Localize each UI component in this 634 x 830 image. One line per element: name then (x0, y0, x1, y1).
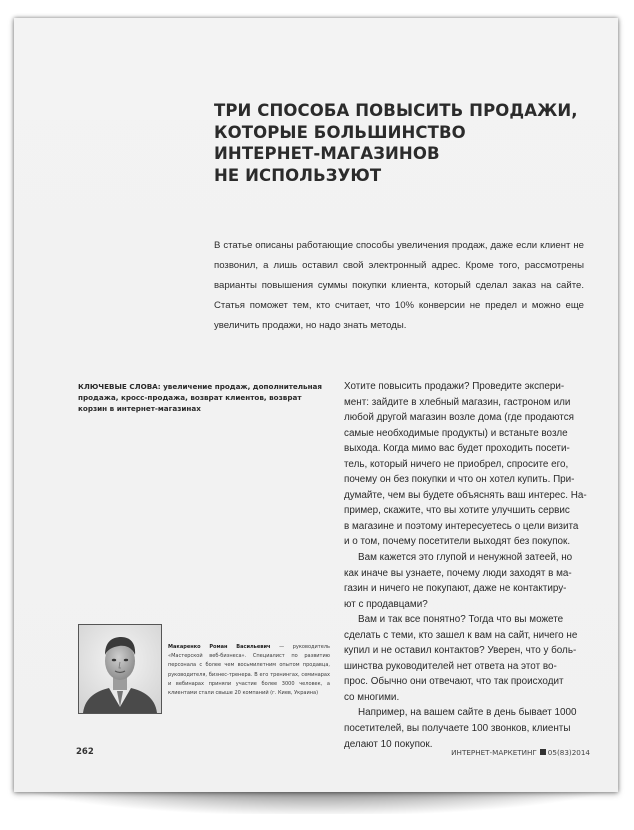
body-line: газин и ничего не покупают, даже не контактиру- (344, 583, 567, 595)
body-line: сделать с теми, кто зашел к вам на сайт, ничего не (344, 629, 578, 641)
body-line: и о том, почему посетители выходят без покупок. (344, 536, 571, 548)
body-line: прос. Обычно они отвечают, что так происходит (344, 676, 564, 688)
issue-number: 05(83)2014 (547, 748, 590, 757)
author-portrait-image (79, 625, 161, 713)
magazine-page (14, 18, 618, 792)
author-bio (168, 643, 330, 698)
body-line: пример, скажите, что вы хотите улучшить сервис (344, 505, 570, 517)
body-line: посетителей, вы получаете 100 звонков, клиенты (344, 723, 571, 735)
separator-square-icon (540, 749, 546, 755)
body-line: как иначе вы узнаете, почему люди заходят в ма- (344, 567, 572, 579)
body-line: самые необходимые продукты) и встаньте возле (344, 427, 568, 439)
title-line: НЕ ИСПОЛЬЗУЮТ (214, 165, 382, 185)
magazine-name: ИНТЕРНЕТ-МАРКЕТИНГ (451, 748, 537, 757)
title-line: КОТОРЫЕ БОЛЬШИНСТВО (214, 122, 466, 142)
author-description: — руководитель «Мастерской веб-бизнеса». Специалист по развитию персонала с более чем восьмилетним опытом продавца, руководителя, бизнес-тренера. В его тренингах, семинарах и вебинарах приняли участие более 3000 человек, а клиентами стали свыше 20 компаний (г. Киев, Украина) (168, 644, 331, 697)
body-line: выхода. Когда мимо вас будет проходить посети- (344, 443, 570, 455)
article-body (344, 379, 588, 752)
author-name: Макаренко Роман Васильевич (168, 644, 271, 650)
article-title (214, 100, 594, 186)
body-line: думайте, чем вы будете объяснять ваш интерес. На- (344, 489, 587, 501)
body-line: Вам и так все понятно? Тогда что вы можете (358, 614, 564, 626)
body-line: в магазине и поэтому интересуетесь о цели визита (344, 520, 579, 532)
body-line: шинства руководителей нет ответа на этот во- (344, 660, 557, 672)
title-line: ТРИ СПОСОБА ПОВЫСИТЬ ПРОДАЖИ, (214, 101, 578, 120)
page-number: 262 (76, 747, 94, 757)
body-line: ют с продавцами? (344, 598, 428, 610)
keywords-label: КЛЮЧЕВЫЕ СЛОВА: (78, 382, 161, 391)
body-line: Вам кажется это глупой и ненужной затеей, но (358, 552, 573, 564)
body-line: делают 10 покупок. (344, 738, 433, 750)
body-line: со многими. (344, 691, 400, 703)
keywords-text: увеличение продаж, дополнительная продажа, кросс-продажа, возврат клиентов, возврат корзин в интернет-магазинах (78, 382, 323, 413)
article-lead: В статье описаны работающие способы увеличения продаж, даже если клиент не позвонил, а лишь оставил свой электронный адрес. Кроме того, рассмотрены варианты повышения суммы покупки клиента, который сделал заказ на сайте. Статья поможет тем, кто считает, что 10% конверсии не предел и можно еще увеличить продажи, но надо знать методы. (214, 240, 584, 331)
keywords-block (78, 381, 328, 414)
body-line: Хотите повысить продажи? Проведите экспери- (344, 381, 565, 392)
title-line: ИНТЕРНЕТ-МАГАЗИНОВ (214, 144, 440, 163)
body-line: купил и не оставил контактов? Уверен, что у боль- (344, 645, 577, 657)
body-line: тель, который ничего не приобрел, спросите его, (344, 458, 569, 470)
body-line: почему он без покупки и что он хотел купить. При- (344, 474, 575, 486)
body-line: любой другой магазин возле дома (где продаются (344, 412, 574, 424)
body-line: мент: зайдите в хлебный магазин, гастроном или (344, 396, 571, 408)
body-line: Например, на вашем сайте в день бывает 1000 (358, 707, 577, 719)
author-photo (78, 624, 162, 714)
running-footer (451, 748, 590, 757)
